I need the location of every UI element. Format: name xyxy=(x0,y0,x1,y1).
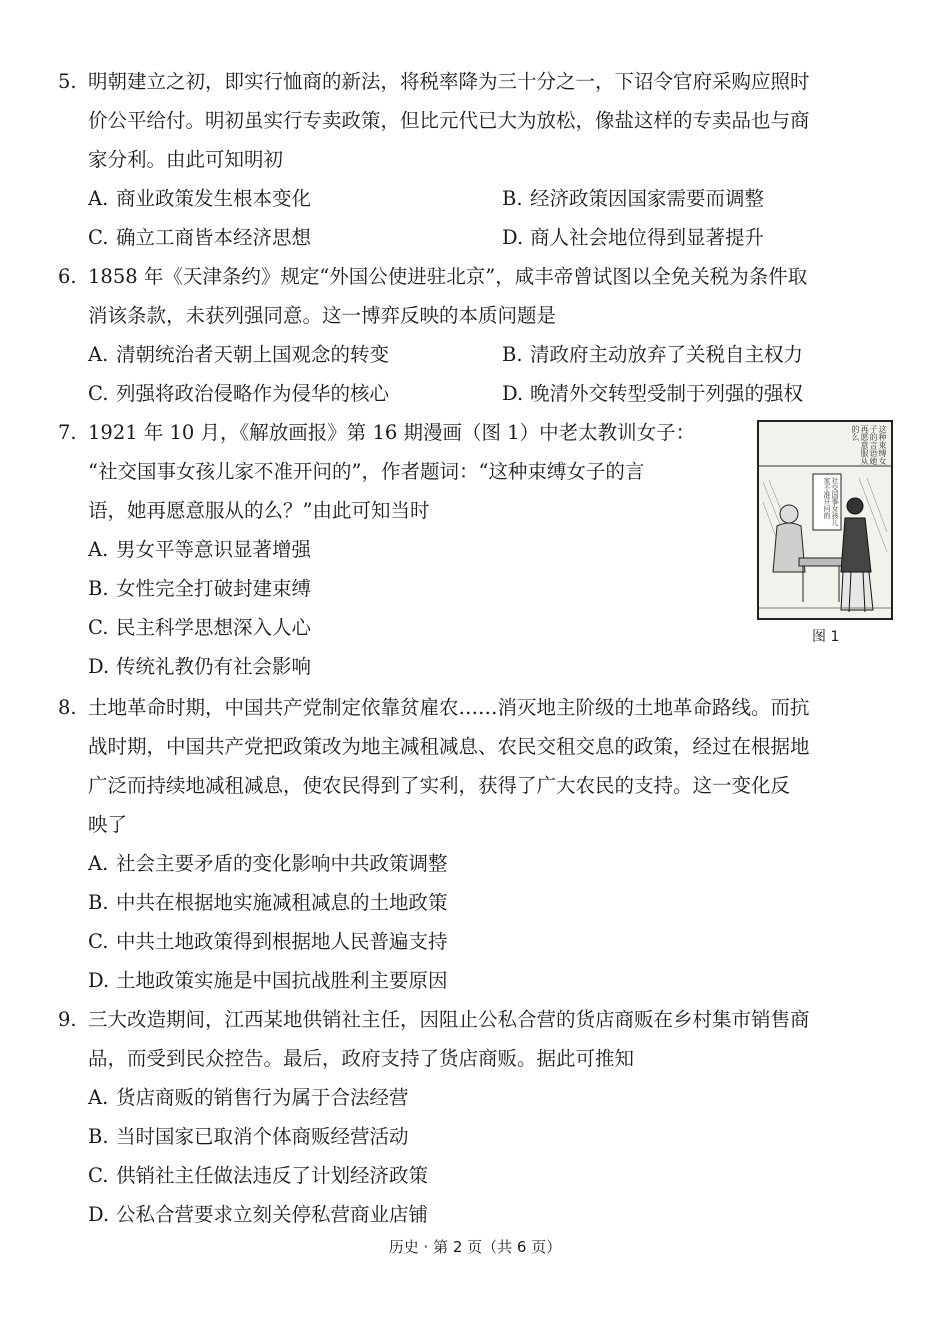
question-9-option-d-row xyxy=(58,1195,898,1234)
question-6-option-c[interactable]: C. 列强将政治侵略作为侵华的核心 xyxy=(88,382,390,405)
question-8 xyxy=(58,688,898,1000)
question-9-number: 9. xyxy=(58,1008,77,1031)
question-7-option-d[interactable]: D. 传统礼教仍有社会影响 xyxy=(88,655,312,678)
page-footer: 历史 · 第 2 页（共 6 页） xyxy=(388,1238,562,1256)
question-7-line-1: 7. 1921 年 10 月，《解放画报》第 16 期漫画（图 1）中老太教训女子： xyxy=(58,413,758,452)
question-8-option-a[interactable]: A. 社会主要矛盾的变化影响中共政策调整 xyxy=(88,852,448,875)
question-6-options-row-2 xyxy=(58,374,898,413)
question-5-line-3: 家分利。由此可知明初 xyxy=(88,148,284,171)
question-5-line-1: 5. 明朝建立之初，即实行恤商的新法，将税率降为三十分之一，下诏令官府采购应照时 xyxy=(58,62,898,101)
question-8-option-c-row xyxy=(58,922,898,961)
question-5-option-b[interactable]: B. 经济政策因国家需要而调整 xyxy=(502,187,765,210)
figure-1-cartoon xyxy=(757,420,893,620)
question-9-option-c[interactable]: C. 供销社主任做法违反了计划经济政策 xyxy=(88,1164,429,1187)
question-9-option-a-row xyxy=(58,1078,898,1117)
question-8-option-a-row xyxy=(58,844,898,883)
question-9-option-d[interactable]: D. 公私合营要求立刻关停私营商业店铺 xyxy=(88,1203,429,1226)
question-5-option-a[interactable]: A. 商业政策发生根本变化 xyxy=(88,187,312,210)
question-9-option-c-row xyxy=(58,1156,898,1195)
cartoon-speech-bubble-text: 社交国事女孩儿家不准开问的 xyxy=(823,477,839,526)
question-7-option-b[interactable]: B. 女性完全打破封建束缚 xyxy=(88,577,312,600)
question-5-option-c[interactable]: C. 确立工商皆本经济思想 xyxy=(88,226,312,249)
question-8-line-1: 8. 土地革命时期，中国共产党制定依靠贫雇农……消灭地主阶级的土地革命路线。而抗 xyxy=(58,688,898,727)
cartoon-title-text: 这种束缚女子的言语她再愿意服从的么 xyxy=(851,425,887,465)
question-8-number: 8. xyxy=(58,696,77,719)
question-7-option-c-row xyxy=(58,608,758,647)
question-9-option-a[interactable]: A. 货店商贩的销售行为属于合法经营 xyxy=(88,1086,409,1109)
question-9-line-2: 品，而受到民众控告。最后，政府支持了货店商贩。据此可推知 xyxy=(88,1047,635,1070)
question-7-line-2: “社交国事女孩儿家不准开问的”，作者题词：“这种束缚女子的言 xyxy=(88,460,645,483)
question-5-options-row-1 xyxy=(58,179,898,218)
question-6-option-b[interactable]: B. 清政府主动放弃了关税自主权力 xyxy=(502,343,804,366)
question-9-line-1: 9. 三大改造期间，江西某地供销社主任，因阻止公私合营的货店商贩在乡村集市销售商 xyxy=(58,1000,898,1039)
question-6 xyxy=(58,257,898,413)
question-8-line-2: 战时期，中国共产党把政策改为地主减租减息、农民交租交息的政策，经过在根据地 xyxy=(88,735,810,758)
figure-1-caption: 图 1 xyxy=(812,629,840,645)
question-5 xyxy=(58,62,898,257)
question-7-line-3: 语，她再愿意服从的么？”由此可知当时 xyxy=(88,499,430,522)
question-8-option-d[interactable]: D. 土地政策实施是中国抗战胜利主要原因 xyxy=(88,969,448,992)
question-6-option-a[interactable]: A. 清朝统治者天朝上国观念的转变 xyxy=(88,343,390,366)
question-5-number: 5. xyxy=(58,70,77,93)
question-9-option-b-row xyxy=(58,1117,898,1156)
question-5-line-2: 价公平给付。明初虽实行专卖政策，但比元代已大为放松，像盐这样的专卖品也与商 xyxy=(88,109,810,132)
question-8-line-4: 映了 xyxy=(88,813,128,836)
question-8-option-c[interactable]: C. 中共土地政策得到根据地人民普遍支持 xyxy=(88,930,448,953)
question-5-option-d[interactable]: D. 商人社会地位得到显著提升 xyxy=(502,226,765,249)
question-7-option-c[interactable]: C. 民主科学思想深入人心 xyxy=(88,616,312,639)
question-9 xyxy=(58,1000,898,1234)
question-6-option-d[interactable]: D. 晚清外交转型受制于列强的强权 xyxy=(502,382,804,405)
question-9-option-b[interactable]: B. 当时国家已取消个体商贩经营活动 xyxy=(88,1125,409,1148)
question-6-line-2: 消该条款，未获列强同意。这一博弈反映的本质问题是 xyxy=(88,304,557,327)
question-7-option-a-row xyxy=(58,530,758,569)
question-7-option-d-row xyxy=(58,647,758,686)
question-8-option-b[interactable]: B. 中共在根据地实施减租减息的土地政策 xyxy=(88,891,448,914)
question-8-line-3: 广泛而持续地减租减息，使农民得到了实利，获得了广大农民的支持。这一变化反 xyxy=(88,774,791,797)
question-6-number: 6. xyxy=(58,265,77,288)
question-7 xyxy=(58,413,758,686)
question-5-options-row-2 xyxy=(58,218,898,257)
question-8-option-d-row xyxy=(58,961,898,1000)
question-6-options-row-1 xyxy=(58,335,898,374)
question-7-option-a[interactable]: A. 男女平等意识显著增强 xyxy=(88,538,312,561)
question-7-number: 7. xyxy=(58,421,77,444)
question-6-line-1: 6. 1858 年《天津条约》规定“外国公使进驻北京”，咸丰帝曾试图以全免关税为条件取 xyxy=(58,257,898,296)
question-8-option-b-row xyxy=(58,883,898,922)
question-7-option-b-row xyxy=(58,569,758,608)
